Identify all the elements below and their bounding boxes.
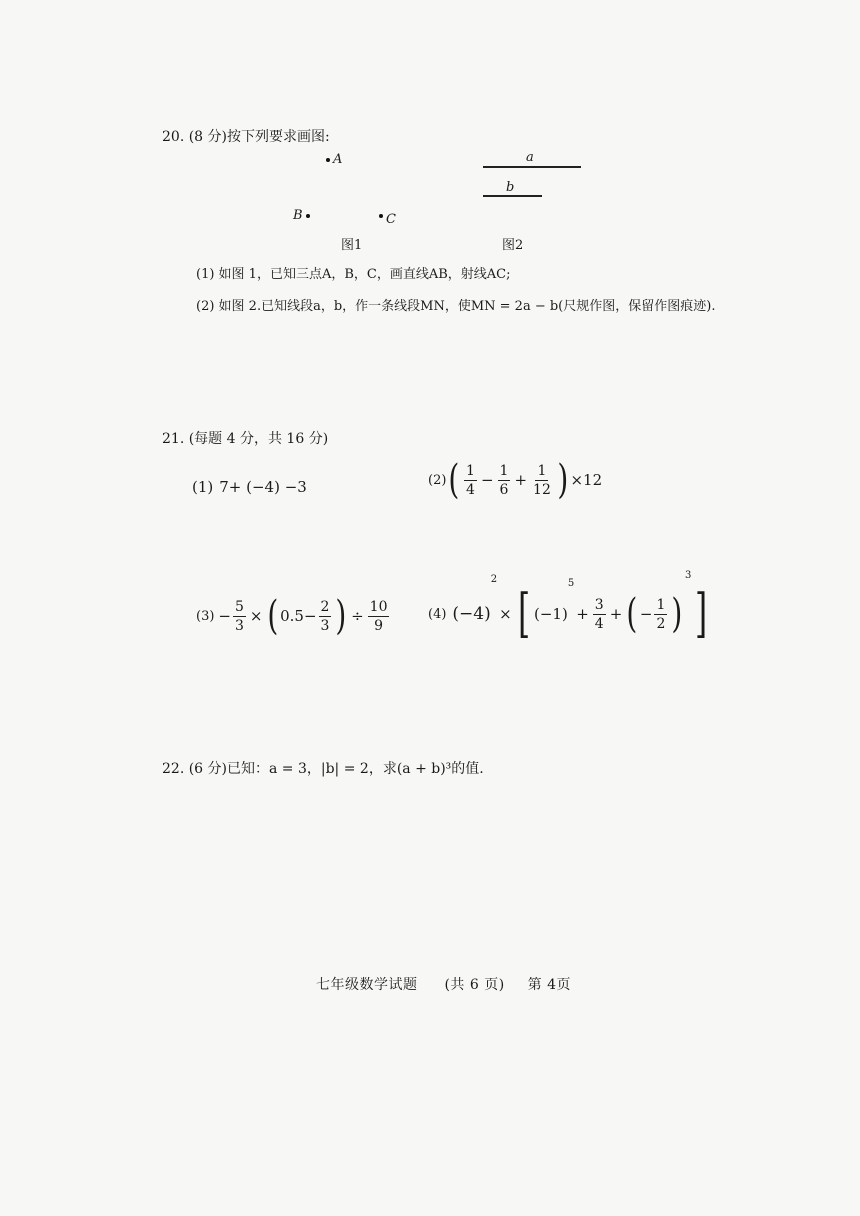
segment-a-label: a [526,150,534,165]
p3-label: (3) [196,608,215,624]
p2-label: (2) [428,472,447,488]
p2-f3-num: 1 [537,462,547,479]
q21-problem-3 [196,593,391,639]
point-a [326,158,330,162]
p4-left-paren: ( [626,591,638,637]
footer-page-number: 第 4页 [527,977,571,993]
p2-f1-den: 4 [466,481,475,498]
p3-left-paren: ( [266,593,278,639]
p3-f1-num: 5 [235,598,244,615]
p4-f2-num: 1 [656,596,666,613]
segment-a [483,166,581,168]
p2-tail: ×12 [570,471,603,489]
q21-problem-1 [192,478,307,496]
segment-b-label: b [506,180,515,195]
p1-expression: 7+ (−4) −3 [219,478,307,496]
p4-right-bracket: ] [695,584,708,644]
p4-plus1: + [576,605,589,623]
q20-header: 20. (8 分)按下列要求画图: [162,129,330,145]
p3-right-paren: ) [335,593,347,639]
p4-f1-num: 3 [594,596,604,613]
p4-times: × [499,605,512,623]
footer-title: 七年级数学试题 [316,977,418,993]
p4-f2-den: 2 [656,615,666,632]
p3-f2-num: 2 [320,598,330,615]
p3-div: ÷ [351,607,364,625]
p4-left-bracket: [ [517,584,530,644]
p3-sign: − [218,607,231,625]
footer-pages: (共 6 页) [444,977,505,993]
point-b-label: B [293,208,303,223]
q20-part1: (1) 如图 1，已知三点A，B，C，画直线AB，射线AC; [196,267,511,282]
p4-exp1: 2 [490,574,498,585]
figure-2-caption: 图2 [502,238,524,253]
point-c [379,214,383,218]
p4-exp2: 5 [567,578,575,589]
p2-op1: − [480,471,494,489]
p2-op2: + [514,471,528,489]
point-a-label: A [333,152,343,167]
p3-fraction-1 [233,599,246,634]
p2-f2-num: 1 [499,462,509,479]
p3-f3-num: 10 [369,598,388,615]
p2-right-paren: ) [557,457,569,503]
q21-problem-4 [428,570,712,644]
p3-times: × [249,607,263,625]
p4-right-paren: ) [671,591,683,637]
p3-fraction-2 [319,599,332,634]
p2-left-paren: ( [448,457,460,503]
p2-f1-num: 1 [466,462,475,479]
p4-exp3: 3 [685,570,692,581]
p2-fraction-2 [498,463,511,498]
footer [316,974,571,994]
figure-1-caption: 图1 [341,238,363,253]
p4-neg: − [639,605,653,623]
p4-fraction-1 [593,597,606,632]
q22-text: 22. (6 分)已知：a = 3，|b| = 2，求(a + b)³的值. [162,761,484,777]
point-b [306,214,310,218]
p4-plus2: + [609,605,623,623]
q21-header: 21. (每题 4 分，共 16 分) [162,431,329,447]
p3-f1-den: 3 [235,617,244,634]
p3-f3-den: 9 [374,617,384,634]
p4-fraction-2 [654,597,667,632]
q20-part2: (2) 如图 2.已知线段a，b，作一条线段MN，使MN = 2a − b(尺规作图，保留作图痕迹). [196,299,716,314]
p1-label: (1) [192,478,214,496]
p4-base: (−4) [452,604,491,624]
point-c-label: C [386,212,396,227]
p2-fraction-1 [464,463,477,498]
p4-term1: (−1) [534,605,568,623]
p3-f2-den: 3 [320,617,330,634]
q21-problem-2 [428,457,603,503]
segment-b [483,195,542,197]
p3-inner: 0.5− [280,607,317,625]
p2-fraction-3 [531,463,553,498]
p2-f3-den: 12 [533,481,551,498]
p2-f2-den: 6 [499,481,509,498]
p4-label: (4) [428,606,447,622]
p3-fraction-3 [368,599,390,634]
p4-f1-den: 4 [594,615,604,632]
